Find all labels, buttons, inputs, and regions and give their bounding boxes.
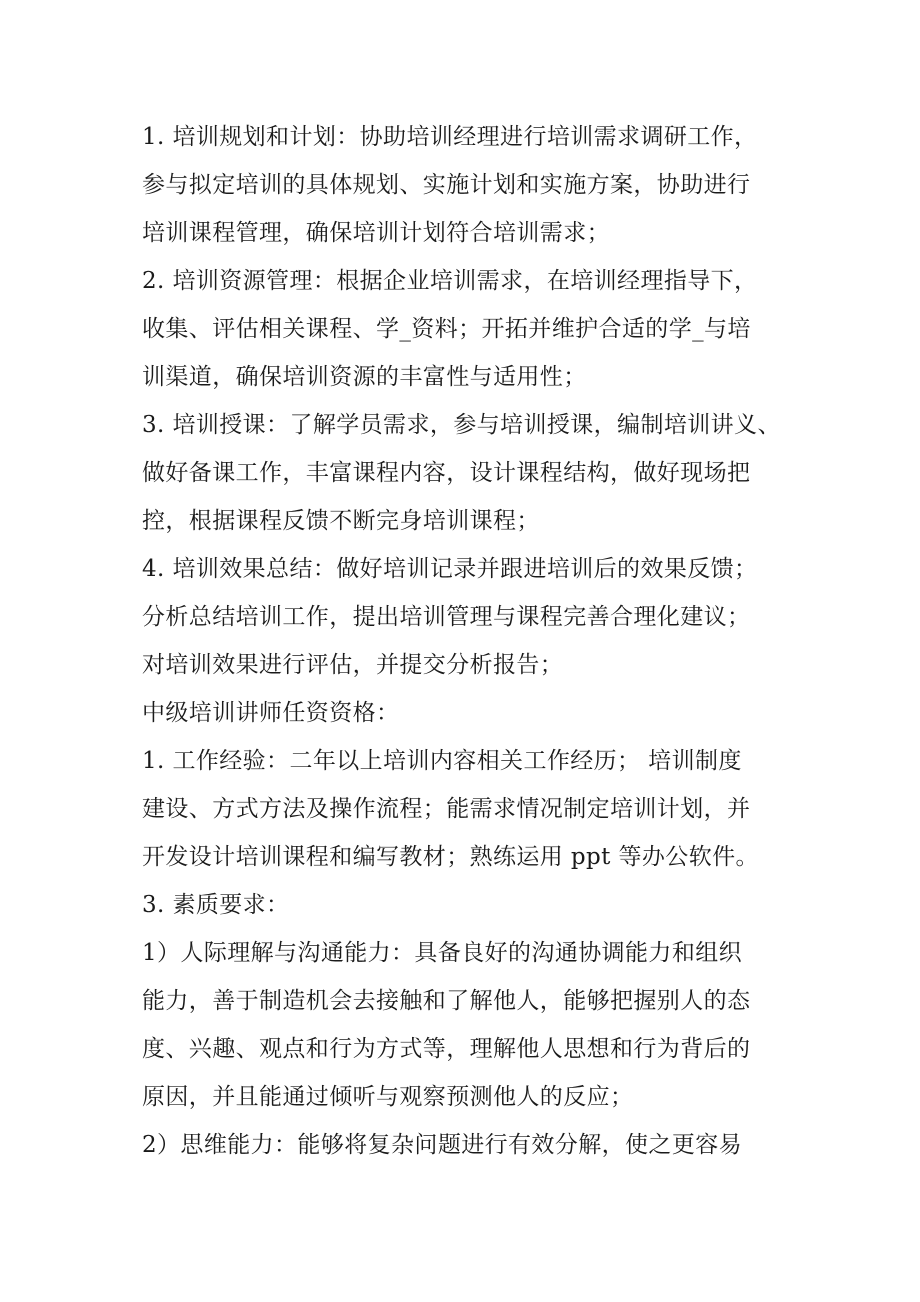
text-line: 建设、方式方法及操作流程；能需求情况制定培训计划，并	[142, 796, 751, 822]
text-line: 2. 培训资源管理：根据企业培训需求，在培训经理指导下，	[142, 268, 758, 294]
text-line: 3. 培训授课：了解学员需求，参与培训授课，编制培训讲义、	[142, 412, 781, 438]
text-line: 收集、评估相关课程、学_资料；开拓并维护合适的学_与培	[142, 316, 751, 342]
text-line: 原因，并且能通过倾听与观察预测他人的反应；	[142, 1084, 634, 1110]
text-line: 参与拟定培训的具体规划、实施计划和实施方案，协助进行	[142, 172, 751, 198]
text-line: 1. 工作经验：二年以上培训内容相关工作经历； 培训制度	[142, 748, 742, 774]
text-line: 2）思维能力：能够将复杂问题进行有效分解，使之更容易	[142, 1132, 743, 1158]
section-heading: 中级培训讲师任资资格：	[142, 700, 400, 726]
text-line: 1. 培训规划和计划：协助培训经理进行培训需求调研工作，	[142, 124, 758, 150]
document-body	[142, 113, 842, 1169]
text-line: 能力，善于制造机会去接触和了解他人，能够把握别人的态	[142, 988, 751, 1014]
text-line: 做好备课工作，丰富课程内容，设计课程结构，做好现场把	[142, 460, 751, 486]
text-line: 4. 培训效果总结：做好培训记录并跟进培训后的效果反馈；	[142, 556, 758, 582]
text-line: 训渠道，确保培训资源的丰富性与适用性；	[142, 364, 587, 390]
text-line: 度、兴趣、观点和行为方式等，理解他人思想和行为背后的	[142, 1036, 751, 1062]
text-line: 1）人际理解与沟通能力：具备良好的沟通协调能力和组织	[142, 940, 743, 966]
text-line: 培训课程管理，确保培训计划符合培训需求；	[142, 220, 610, 246]
text-line: 分析总结培训工作，提出培训管理与课程完善合理化建议；	[142, 604, 751, 630]
text-line: 对培训效果进行评估，并提交分析报告；	[142, 652, 564, 678]
text-line: 3. 素质要求：	[142, 892, 290, 918]
text-line: 控，根据课程反馈不断完身培训课程；	[142, 508, 540, 534]
text-line: 开发设计培训课程和编写教材；熟练运用 ppt 等办公软件。	[142, 844, 759, 870]
